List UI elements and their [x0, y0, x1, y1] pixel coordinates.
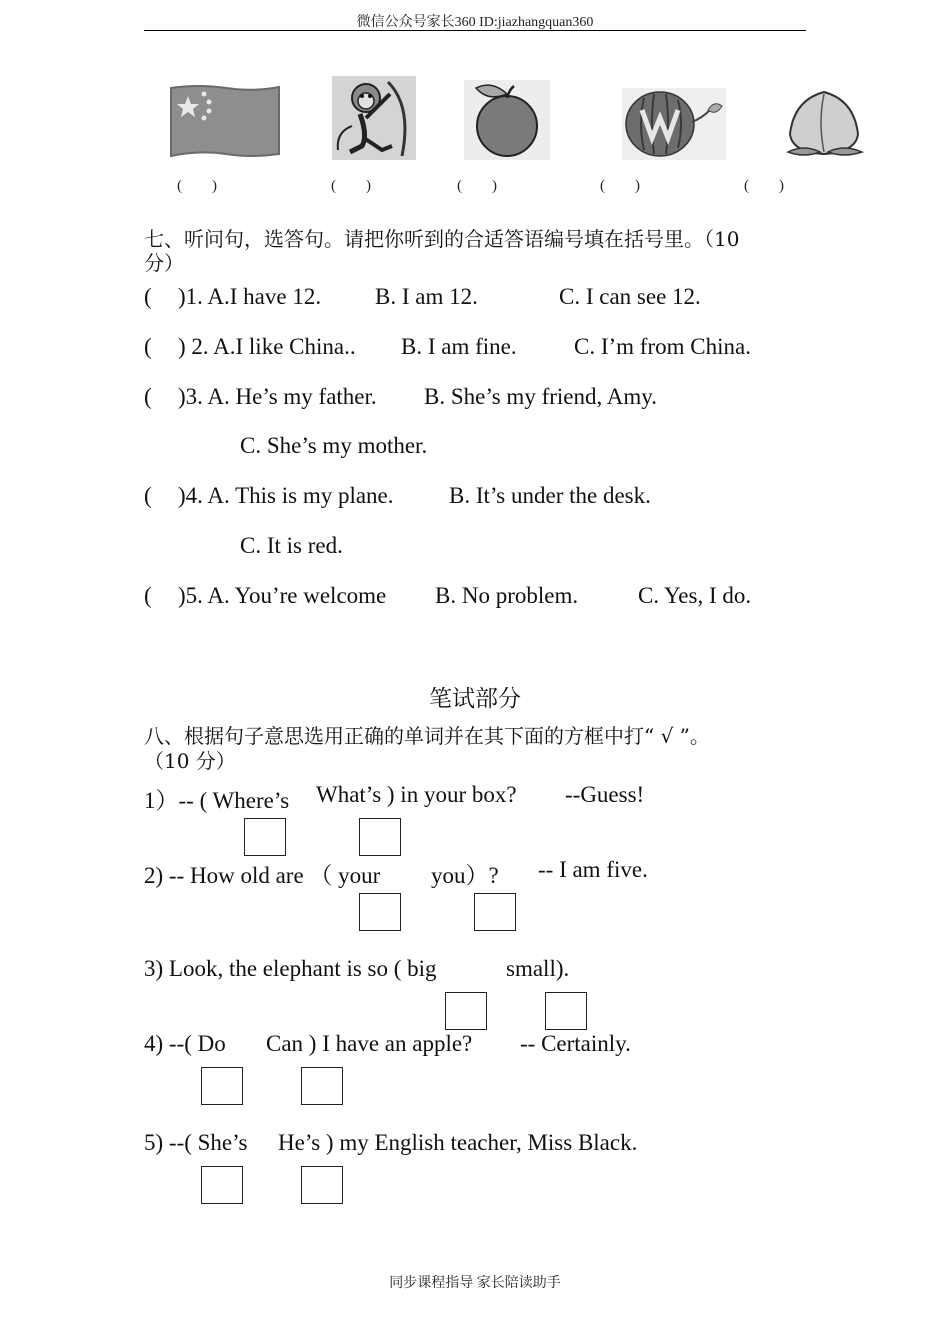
answer-paren[interactable]: ( )	[600, 178, 640, 194]
sentence-4-part-b: Can ) I have an apple?	[266, 1031, 473, 1056]
sentence-1-part-a: 1）-- ( Where’s	[144, 788, 290, 813]
question-3-option-a: )3. A. He’s my father.	[178, 384, 377, 409]
answer-paren[interactable]: ( )	[457, 178, 497, 194]
checkbox-small[interactable]	[545, 992, 587, 1030]
peach-icon	[784, 86, 864, 160]
watermelon-icon	[622, 88, 726, 160]
answer-paren[interactable]: (	[144, 583, 152, 608]
flag-icon	[168, 82, 282, 160]
checkbox-where-s[interactable]	[244, 818, 286, 856]
question-2-option-c: C. I’m from China.	[574, 334, 751, 359]
question-3-option-b: B. She’s my friend, Amy.	[424, 384, 657, 409]
answer-paren[interactable]: ( )	[177, 178, 217, 194]
sentence-1-part-b: What’s ) in your box?	[316, 782, 517, 807]
monkey-icon	[332, 76, 416, 160]
checkbox-you[interactable]	[474, 893, 516, 931]
sentence-2-part-b: you）?	[431, 863, 499, 888]
sentence-2-part-c: -- I am five.	[538, 857, 648, 882]
section8-title-cont: （10 分）	[144, 749, 236, 773]
question-2-option-b: B. I am fine.	[401, 334, 517, 359]
answer-paren[interactable]: (	[144, 483, 152, 508]
checkbox-your[interactable]	[359, 893, 401, 931]
answer-paren[interactable]: (	[144, 384, 152, 409]
question-1-option-b: B. I am 12.	[375, 284, 478, 309]
section7-title: 七、听问句，选答句。请把你听到的合适答语编号填在括号里。（10	[144, 227, 740, 251]
sentence-2-part-a: 2) -- How old are （ your	[144, 863, 381, 888]
written-section-heading: 笔试部分	[429, 686, 521, 712]
question-1-option-a: )1. A.I have 12.	[178, 284, 322, 309]
sentence-5-part-a: 5) --( She’s	[144, 1130, 248, 1155]
question-5-option-b: B. No problem.	[435, 583, 579, 608]
section7-title-cont: 分）	[144, 251, 184, 275]
checkbox-do[interactable]	[201, 1067, 243, 1105]
sentence-4-part-c: -- Certainly.	[520, 1031, 631, 1056]
answer-paren[interactable]: (	[144, 284, 152, 309]
question-1-option-c: C. I can see 12.	[559, 284, 701, 309]
checkbox-big[interactable]	[445, 992, 487, 1030]
sentence-3-part-b: small).	[506, 956, 570, 981]
answer-paren[interactable]: ( )	[744, 178, 784, 194]
checkbox-can[interactable]	[301, 1067, 343, 1105]
question-4-option-c: C. It is red.	[240, 533, 343, 558]
sentence-4-part-a: 4) --( Do	[144, 1031, 226, 1056]
checkbox-she-s[interactable]	[201, 1166, 243, 1204]
apple-icon	[464, 80, 550, 160]
question-3-option-c: C. She’s my mother.	[240, 433, 428, 458]
answer-paren[interactable]: (	[144, 334, 152, 359]
sentence-3-part-a: 3) Look, the elephant is so ( big	[144, 956, 437, 981]
question-4-option-a: )4. A. This is my plane.	[178, 483, 394, 508]
answer-paren[interactable]: ( )	[331, 178, 371, 194]
question-5-option-a: )5. A. You’re welcome	[178, 583, 387, 608]
sentence-1-part-c: --Guess!	[565, 782, 645, 807]
question-4-option-b: B. It’s under the desk.	[449, 483, 651, 508]
page-footer: 同步课程指导 家长陪读助手	[389, 1276, 561, 1291]
checkbox-what-s[interactable]	[359, 818, 401, 856]
sentence-5-part-b: He’s ) my English teacher, Miss Black.	[278, 1130, 638, 1155]
header-rule	[144, 30, 806, 31]
question-5-option-c: C. Yes, I do.	[638, 583, 752, 608]
page-header: 微信公众号家长360 ID:jiazhangquan360	[356, 15, 594, 30]
question-2-option-a: ) 2. A.I like China..	[178, 334, 356, 359]
checkbox-he-s[interactable]	[301, 1166, 343, 1204]
section8-title: 八、根据句子意思选用正确的单词并在其下面的方框中打“ √ ”。	[144, 724, 710, 748]
